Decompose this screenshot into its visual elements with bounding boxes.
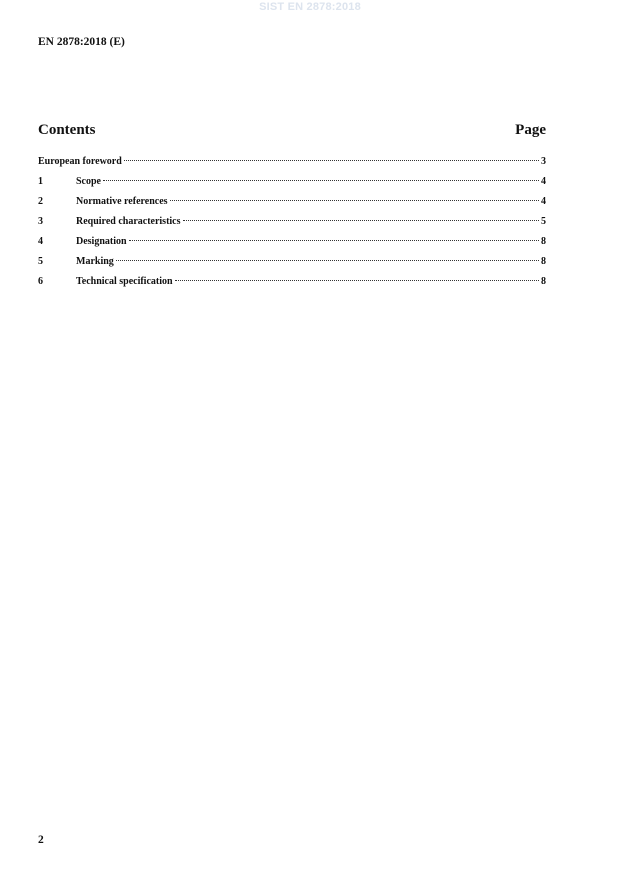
toc-leader	[175, 280, 539, 281]
page-number: 2	[38, 834, 44, 846]
toc-entry-normative-references[interactable]	[38, 195, 546, 215]
toc-leader	[103, 180, 539, 181]
toc-entry-number: 4	[38, 236, 43, 247]
toc-entry-title: Marking	[76, 256, 114, 267]
toc-entry-page: 4	[541, 176, 546, 187]
toc-entry-page: 8	[541, 256, 546, 267]
toc-entry-designation[interactable]	[38, 235, 546, 255]
toc-entry-number: 5	[38, 256, 43, 267]
toc-leader	[183, 220, 539, 221]
toc-leader	[129, 240, 539, 241]
toc-entry-scope[interactable]	[38, 175, 546, 195]
table-of-contents	[38, 155, 546, 295]
toc-entry-title: Designation	[76, 236, 127, 247]
toc-page-heading: Page	[515, 122, 546, 138]
toc-entry-number: 3	[38, 216, 43, 227]
toc-entry-title: Normative references	[76, 196, 168, 207]
toc-entry-title: European foreword	[38, 156, 122, 167]
toc-entry-technical-specification[interactable]	[38, 275, 546, 295]
toc-entry-title: Scope	[76, 176, 101, 187]
toc-entry-page: 8	[541, 236, 546, 247]
toc-entry-number: 2	[38, 196, 43, 207]
toc-entry-page: 4	[541, 196, 546, 207]
toc-heading: Contents	[38, 122, 96, 138]
toc-leader	[124, 160, 539, 161]
toc-leader	[170, 200, 539, 201]
toc-entry-marking[interactable]	[38, 255, 546, 275]
toc-header	[38, 122, 546, 139]
watermark: SIST EN 2878:2018	[259, 1, 361, 13]
toc-entry-number: 1	[38, 176, 43, 187]
toc-entry-page: 8	[541, 276, 546, 287]
toc-entry-number: 6	[38, 276, 43, 287]
toc-entry-foreword[interactable]	[38, 155, 546, 175]
toc-leader	[116, 260, 539, 261]
toc-entry-page: 5	[541, 216, 546, 227]
document-id: EN 2878:2018 (E)	[38, 36, 125, 48]
toc-entry-title: Technical specification	[76, 276, 173, 287]
toc-entry-page: 3	[541, 156, 546, 167]
toc-entry-title: Required characteristics	[76, 216, 181, 227]
toc-entry-required-characteristics[interactable]	[38, 215, 546, 235]
